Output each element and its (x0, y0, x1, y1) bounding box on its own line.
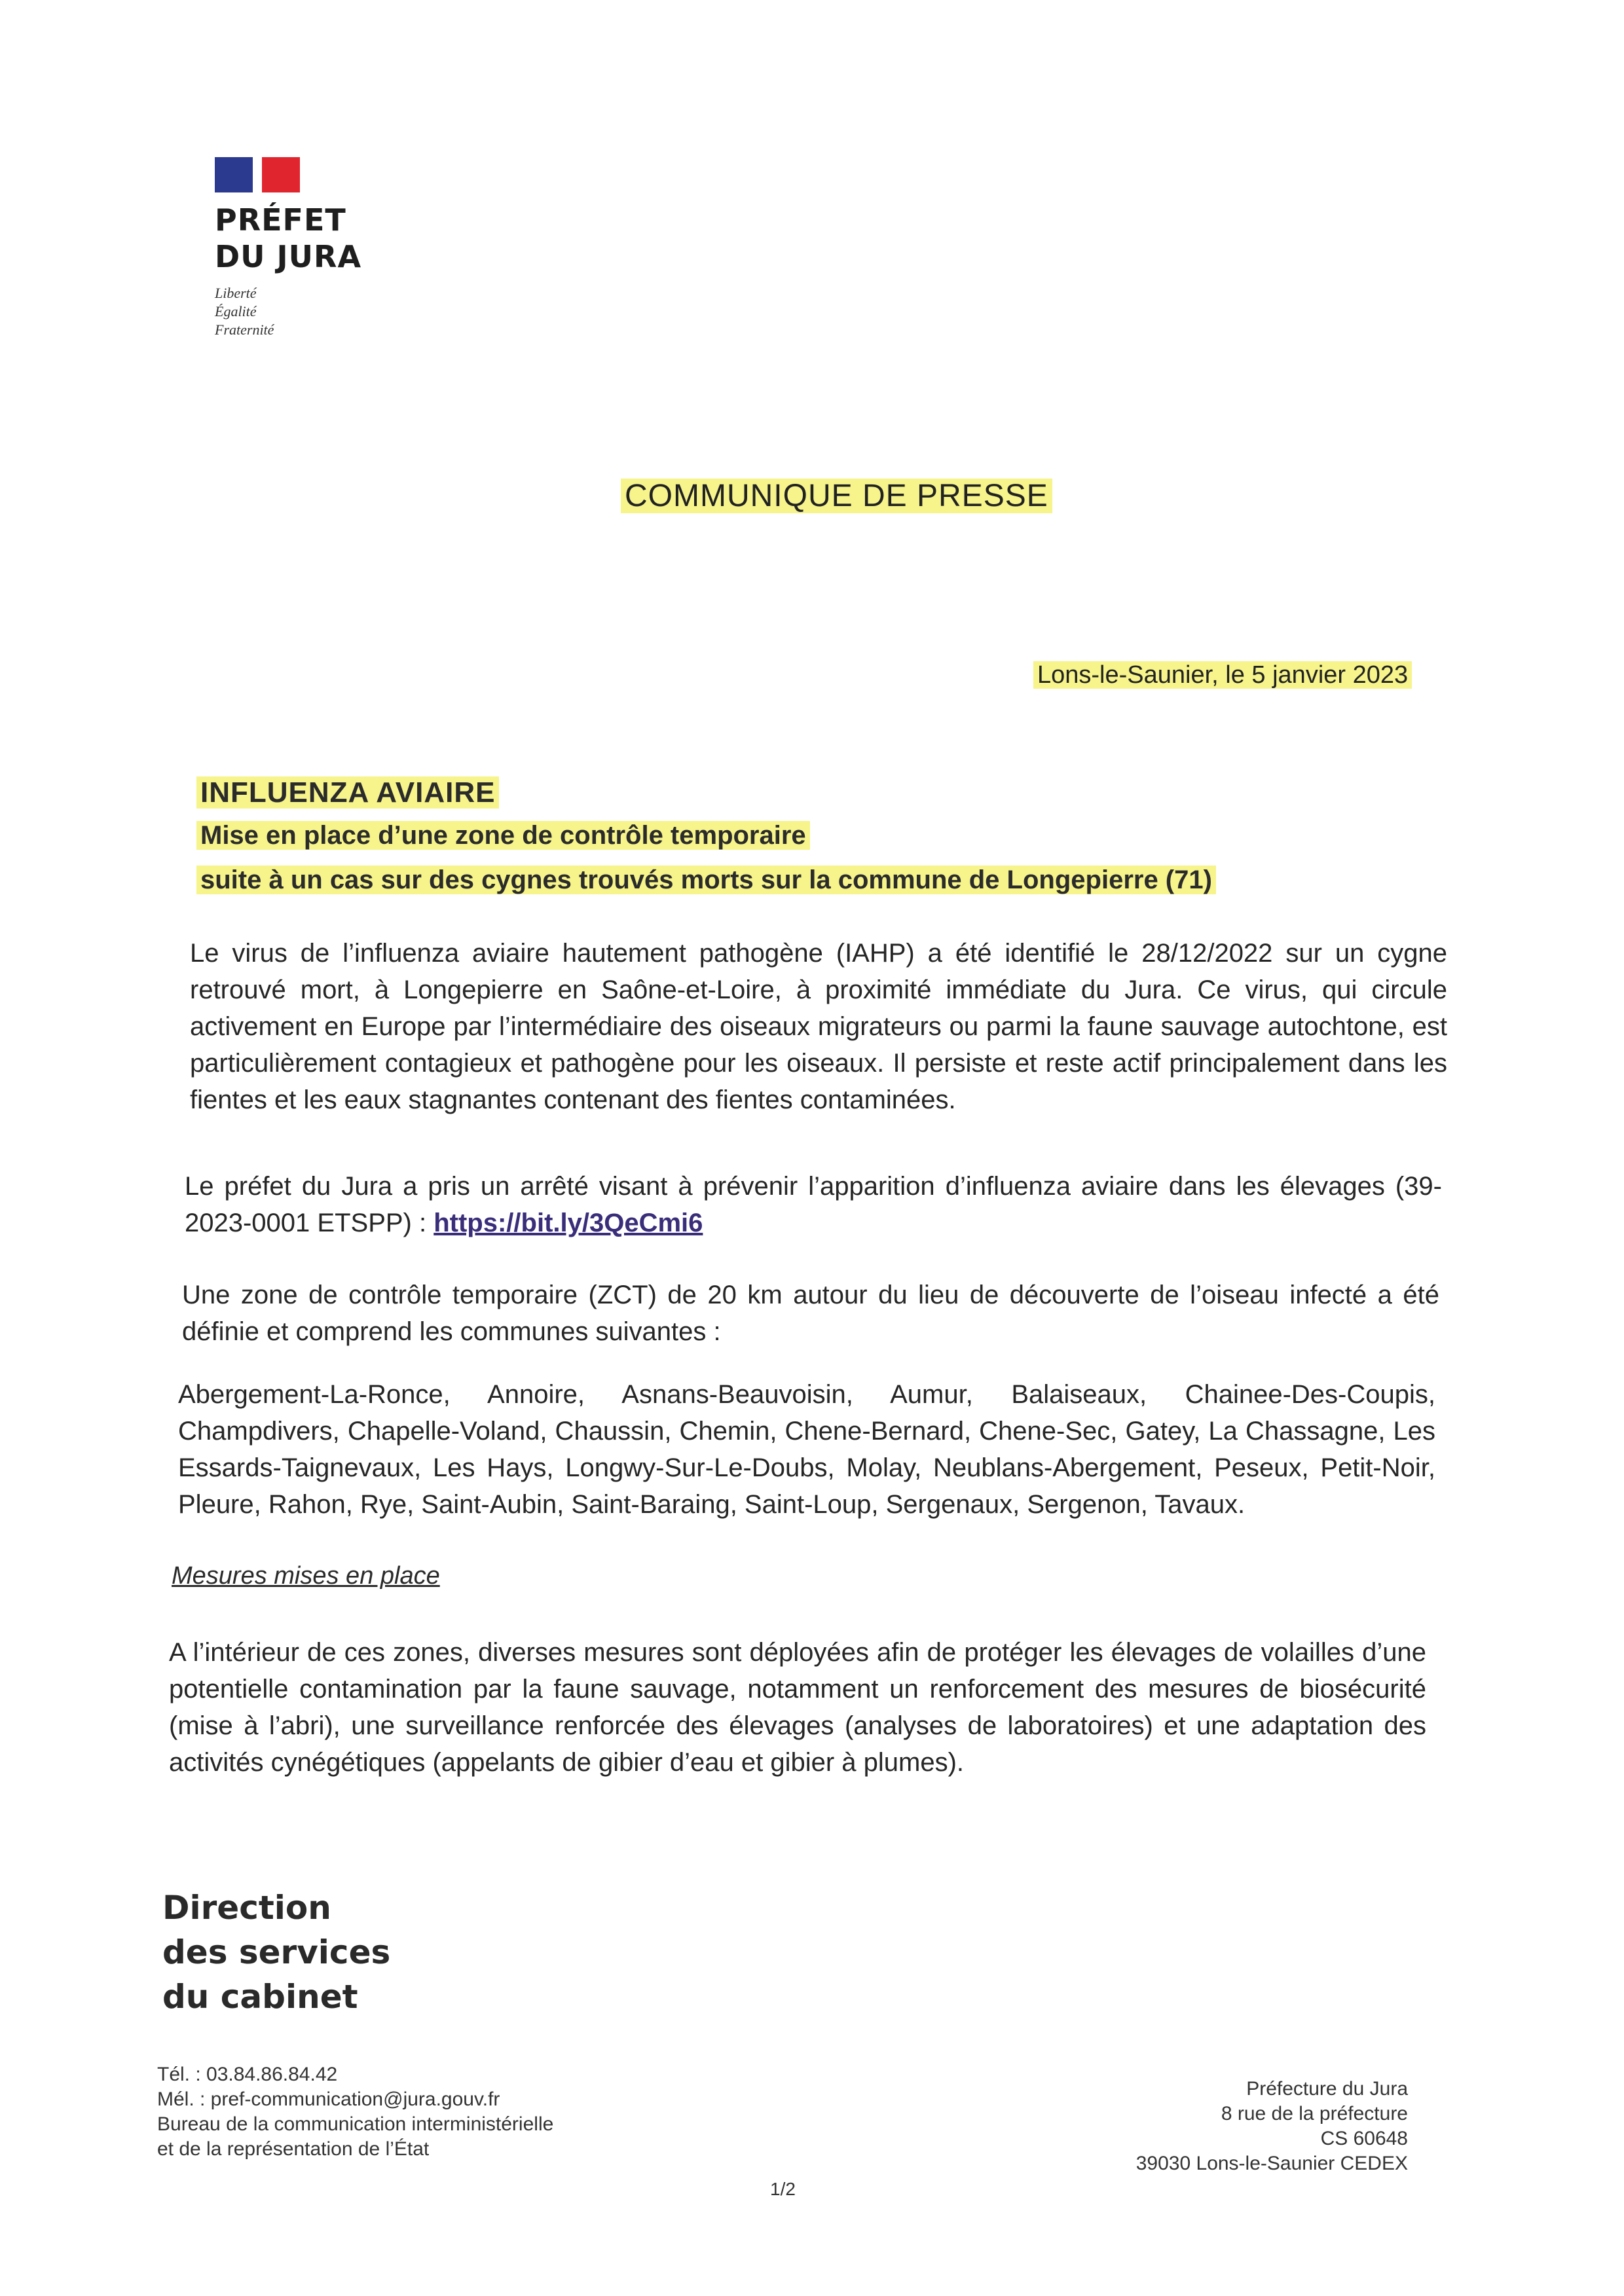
press-release-title (621, 478, 1052, 514)
address-line-2: 8 rue de la préfecture (1221, 2103, 1408, 2124)
heading-title (196, 773, 1216, 813)
article-heading (196, 773, 1216, 902)
page-number: 1/2 (770, 2179, 796, 2199)
date-line-text: Lons-le-Saunier, le 5 janvier 2023 (1033, 661, 1412, 689)
contact-info (157, 2062, 553, 2162)
address-line-4: 39030 Lons-le-Saunier CEDEX (1135, 2153, 1408, 2174)
motto-fraternite: Fraternité (215, 321, 274, 338)
paragraph-arrete (185, 1168, 1442, 1241)
address-line-1: Préfecture du Jura (1246, 2078, 1408, 2100)
contact-bureau: Bureau de la communication interministérielle (157, 2113, 554, 2135)
service-line-2: des services (162, 1933, 391, 1971)
heading-subtitle-1-text: Mise en place d’une zone de contrôle temporaire (196, 821, 810, 850)
date-line (1033, 661, 1412, 689)
heading-subtitle-2-text: suite à un cas sur des cygnes trouvés morts sur la commune de Longepierre (71) (196, 866, 1216, 894)
french-flag-icon (215, 157, 300, 192)
heading-title-text: INFLUENZA AVIAIRE (196, 776, 499, 809)
press-release-title-text: COMMUNIQUE DE PRESSE (621, 479, 1052, 513)
contact-bureau-2: et de la représentation de l’État (157, 2138, 430, 2160)
logo-line-jura: DU JURA (215, 239, 362, 274)
service-block (162, 1886, 390, 2019)
contact-phone: Tél. : 03.84.86.84.42 (157, 2064, 338, 2085)
motto-egalite: Égalité (215, 303, 257, 319)
contact-email: Mél. : pref-communication@jura.gouv.fr (157, 2088, 500, 2110)
motto-liberte: Liberté (215, 285, 257, 301)
address-block (1035, 2077, 1408, 2176)
logo-line-prefet: PRÉFET (215, 202, 346, 238)
paragraph-mesures: A l’intérieur de ces zones, diverses mesures sont déployées afin de protéger les élevages de volailles d’une potentielle contamination par la faune sauvage, notamment un renforcement des mesures de biosécurité (mise à l’abri), une surveillance renforcée des élevages (analyses de laboratoires) et une adaptation des activités cynégétiques (appelants de gibier d’eau et gibier à plumes). (169, 1638, 1426, 1777)
heading-subtitle-2 (196, 858, 1216, 902)
paragraph-communes-list: Abergement-La-Ronce, Annoire, Asnans-Beauvoisin, Aumur, Balaiseaux, Chainee-Des-Coupis, Champdivers, Chapelle-Voland, Chaussin, Chemin, Chene-Bernard, Chene-Sec, Gatey, La Chassagne, Les Essards-Taignevaux, Les Hays, Longwy-Sur-Le-Doubs, Molay, Neublans-Abergement, Peseux, Petit-Noir, Pleure, Rahon, Rye, Saint-Aubin, Saint-Baraing, Saint-Loup, Sergenaux, Sergenon, Tavaux. (178, 1380, 1435, 1519)
paragraph-virus: Le virus de l’influenza aviaire hautement pathogène (IAHP) a été identifié le 28/12/2022 sur un cygne retrouvé mort, à Longepierre en Saône-et-Loire, à proximité immédiate du Jura. Ce virus, qui circule activement en Europe par l’intermédiaire des oiseaux migrateurs ou parmi la faune sauvage autochtone, est particulièrement contagieux et pathogène pour les oiseaux. Il persiste et reste actif principalement dans les fientes et les eaux stagnantes contenant des fientes contaminées. (190, 939, 1447, 1114)
address-line-3: CS 60648 (1320, 2128, 1408, 2149)
prefecture-logo (215, 157, 361, 339)
paragraph-zct: Une zone de contrôle temporaire (ZCT) de 20 km autour du lieu de découverte de l’oiseau infecté a été définie et comprend les communes suivantes : (182, 1281, 1439, 1346)
service-line-3: du cabinet (162, 1978, 358, 2016)
service-line-1: Direction (162, 1889, 331, 1927)
arrete-link[interactable]: https://bit.ly/3QeCmi6 (434, 1209, 703, 1237)
section-title-mesures: Mesures mises en place (172, 1562, 440, 1590)
paragraph-arrete-text: Le préfet du Jura a pris un arrêté visant à prévenir l’apparition d’influenza aviaire dans les élevages (39-2023-0001 ETSPP) : (185, 1172, 1442, 1237)
heading-subtitle-1 (196, 813, 1216, 858)
